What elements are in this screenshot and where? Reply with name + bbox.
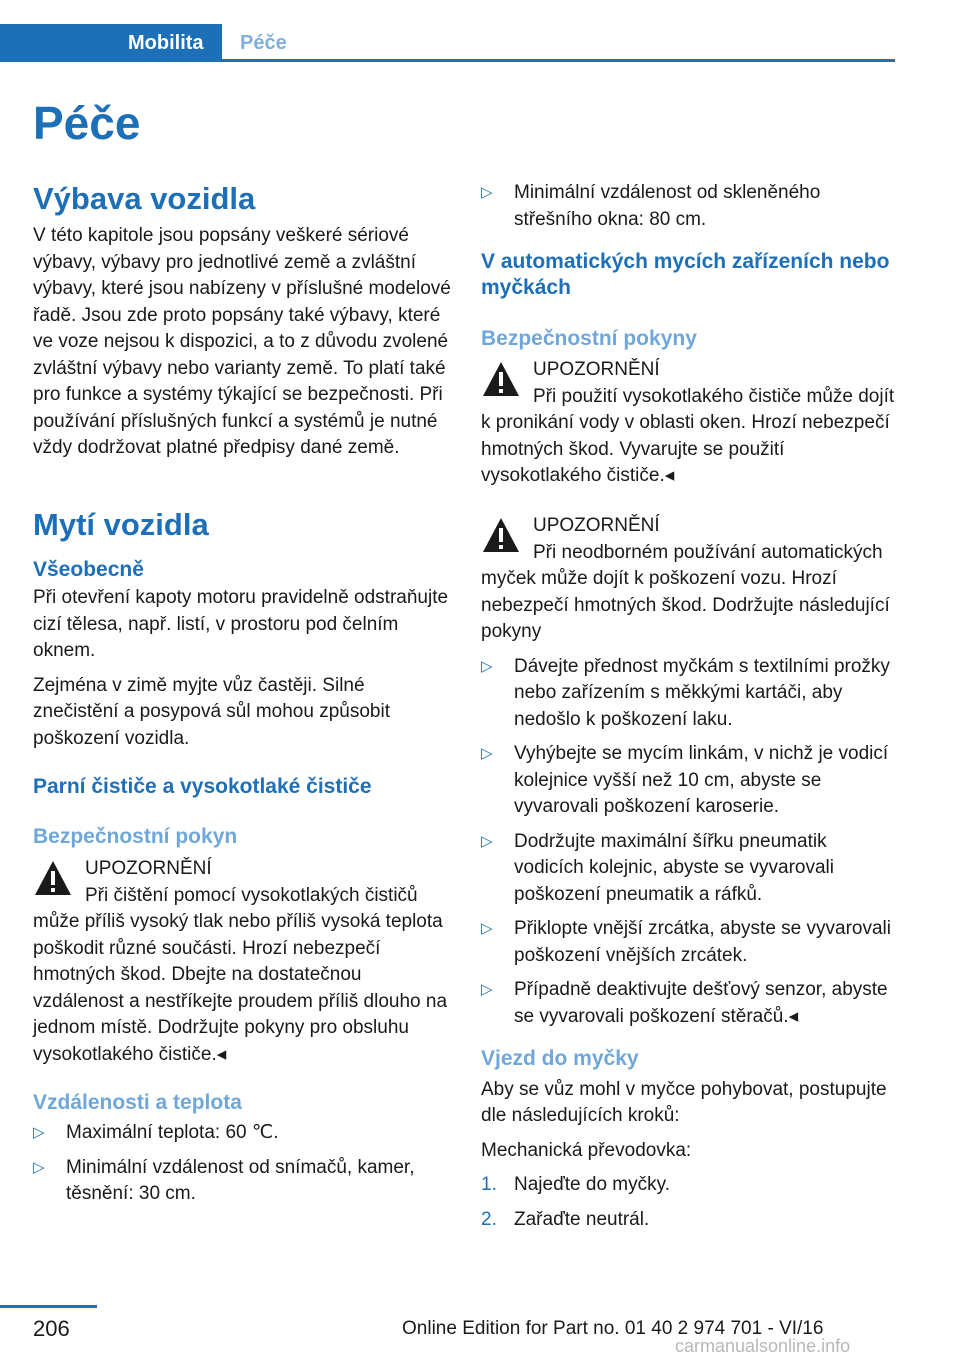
heading-obecne: Všeobecně xyxy=(33,557,144,581)
left-column xyxy=(33,180,453,1216)
warning-block xyxy=(33,855,453,1069)
list-item: 1. Najeďte do myčky. xyxy=(481,1172,901,1199)
bullet-icon: ▷ xyxy=(481,745,493,763)
bullet-icon: ▷ xyxy=(481,920,493,938)
list-item: ▷ Minimální vzdálenost od snímačů, kamer, těsnění: 30 cm. xyxy=(33,1156,415,1205)
warning-icon xyxy=(481,360,521,398)
bullet-icon: ▷ xyxy=(481,832,493,850)
list-item: ▷ Případně deaktivujte dešťový senzor, abyste se vyvarovali poškození stěračů.◂ xyxy=(481,979,888,1027)
list-item: ▷ Dávejte přednost myčkám s textilními prožky nebo zařízením s měkkými kartáči, aby nedošlo k poškození laku. xyxy=(481,655,890,730)
heading-vzdalenosti: Vzdálenosti a teplota xyxy=(33,1091,242,1115)
car-wash-list xyxy=(481,654,901,1031)
footer-rule xyxy=(0,1305,97,1308)
paragraph-mechanicka: Mechanická převodovka: xyxy=(481,1139,692,1161)
list-item: ▷ Vyhýbejte se mycím linkám, v nichž je vodicí kolejnice vyšší než 10 cm, abyste se vyvarovali poškození karoserie. xyxy=(481,743,889,818)
list-item: ▷ Dodržujte maximální šířku pneumatik vodicích kolejnic, abyste se vyvarovali poškození pneumatik a ráfků. xyxy=(481,830,834,905)
warning-label: UPOZORNĚNÍ xyxy=(85,857,212,879)
distance-list-cont xyxy=(481,180,901,233)
page-title: Péče xyxy=(33,97,141,149)
bullet-icon: ▷ xyxy=(481,184,493,201)
watermark: carmanualsonline.info xyxy=(675,1336,851,1356)
heading-bezpecnostni-pokyn: Bezpečnostní pokyn xyxy=(33,825,238,849)
tab-mobilita[interactable]: Mobilita xyxy=(0,24,222,62)
step-number: 2. xyxy=(481,1208,497,1230)
heading-parni: Parní čističe a vysokotlaké čističe xyxy=(33,775,372,799)
heading-automaticke: V automatických mycích zařízeních nebo myčkách xyxy=(481,250,890,300)
paragraph-obecne-2: Zejména v zimě myjte vůz častěji. Silné znečistění a posypová sůl mohou způsobit poškození vozidla. xyxy=(33,674,390,749)
warning-block-2 xyxy=(481,512,901,646)
bullet-icon: ▷ xyxy=(33,1124,45,1142)
warning-label: UPOZORNĚNÍ xyxy=(533,358,660,380)
bullet-icon: ▷ xyxy=(481,657,493,675)
chapter-tabs xyxy=(0,24,895,62)
warning-text: Při čištění pomocí vysokotlakých čističů může příliš vysoký tlak nebo příliš vysoká teplota poškodit různé součásti. Hrozí nebezpečí hmotných škod. Dbejte na dostatečnou vzdálenost a nestříkejte proudem příliš dlouho na jednom místě. Dodržujte pokyny pro obsluhu vysokotlakého čističe.◂ xyxy=(33,884,448,1065)
warning-icon xyxy=(481,516,521,554)
list-item: 2. Zařaďte neutrál. xyxy=(481,1207,901,1234)
warning-block-1 xyxy=(481,356,901,490)
bullet-icon: ▷ xyxy=(481,981,493,999)
warning-text: Při neodborném používání automatických myček může dojít k poškození vozu. Hrozí nebezpečí hmotných škod. Dodržujte následující pokyny xyxy=(481,541,890,643)
steps-list xyxy=(481,1172,901,1233)
right-column xyxy=(481,180,901,1241)
warning-text: Při použití vysokotlakého čističe může dojít k pronikání vody v oblasti oken. Hrozí nebezpečí hmotných škod. Vyvarujte se použití vysokotlakého čističe.◂ xyxy=(481,385,895,487)
heading-vybava: Výbava vozidla xyxy=(33,181,256,216)
warning-label: UPOZORNĚNÍ xyxy=(533,514,660,536)
tab-pece[interactable]: Péče xyxy=(240,32,287,54)
paragraph-vybava: V této kapitole jsou popsány veškeré sériové výbavy, výbavy pro jednotlivé země a zvláštní výbavy, které jsou nabízeny v příslušné modelové řadě. Jsou zde proto popsány také výbavy, které ve voze nejsou k dispozici, a to z důvodu zvolené zvláštní výbavy nebo varianty země. To platí také pro funkce a systémy týkající se bezpečnosti. Při používání příslušných funkcí a systémů je nutné vždy dodržovat platné předpisy dané země. xyxy=(33,225,451,459)
warning-icon xyxy=(33,859,73,897)
tab-underline xyxy=(0,59,895,62)
page-number: 206 xyxy=(33,1316,70,1341)
paragraph-obecne-1: Při otevření kapoty motoru pravidelně odstraňujte cizí tělesa, např. listí, v prostoru pod čelním oknem. xyxy=(33,587,449,662)
list-item: ▷ Přiklopte vnější zrcátka, abyste se vyvarovali poškození vnějších zrcátek. xyxy=(481,918,891,966)
list-item: ▷ Maximální teplota: 60 ℃. xyxy=(33,1120,453,1147)
list-item: ▷ Minimální vzdálenost od skleněného střešního okna: 80 cm. xyxy=(481,182,821,230)
heading-myti: Mytí vozidla xyxy=(33,506,209,542)
step-number: 1. xyxy=(481,1174,497,1195)
distance-list xyxy=(33,1120,453,1208)
heading-vjezd: Vjezd do myčky xyxy=(481,1047,639,1071)
edition-note: Online Edition for Part no. 01 40 2 974 701 - VI/16 xyxy=(402,1318,824,1339)
heading-bezpecnostni-pokyny: Bezpečnostní pokyny xyxy=(481,326,697,350)
bullet-icon: ▷ xyxy=(33,1158,45,1176)
paragraph-vjezd: Aby se vůz mohl v myčce pohybovat, postupujte dle následujících kroků: xyxy=(481,1078,887,1126)
